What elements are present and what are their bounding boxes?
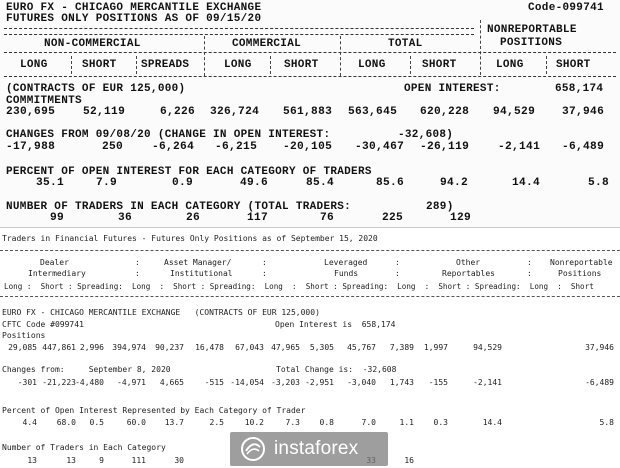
percent-cell: 10.2 xyxy=(244,418,264,427)
group-total: TOTAL xyxy=(388,38,423,50)
change-value: -6,489 xyxy=(562,141,605,153)
positions-cell: 67,043 xyxy=(235,343,264,352)
percent-cell: 2.5 xyxy=(209,418,224,427)
tff-total-change: Total Change is: -32,608 xyxy=(276,365,397,374)
tff-exchange: EURO FX - CHICAGO MERCANTILE EXCHANGE (CONTRACTS OF EUR 125,000) xyxy=(2,308,320,317)
open-interest-value: 658,174 xyxy=(555,83,604,95)
group-nonreportable: NONREPORTABLE xyxy=(487,24,577,36)
commitment-value: 6,226 xyxy=(160,106,196,118)
tff-open-interest: Open Interest is 658,174 xyxy=(275,320,396,329)
tff-title: Traders in Financial Futures - Futures Only Positions as of September 15, 2020 xyxy=(2,234,378,243)
change-value: -17,988 xyxy=(6,141,56,153)
divider xyxy=(0,250,620,251)
column-separator xyxy=(410,56,411,74)
group-commercial: COMMERCIAL xyxy=(232,38,302,50)
group-positions: POSITIONS xyxy=(500,37,563,49)
cat-asset: Institutional xyxy=(170,269,233,278)
commitment-value: 230,695 xyxy=(6,106,56,118)
changes-open-interest: -32,608) xyxy=(398,129,454,141)
traders-value: 129 xyxy=(450,212,472,224)
instaforex-watermark xyxy=(230,432,388,466)
percent-cell: 68.0 xyxy=(56,418,76,427)
changes-cell: -21,223 xyxy=(42,378,76,387)
divider xyxy=(4,28,474,29)
col-header: LONG xyxy=(358,59,386,71)
positions-cell: 47,965 xyxy=(271,343,300,352)
cat-leveraged: Leveraged xyxy=(324,258,368,267)
percent-cell: 7.0 xyxy=(361,418,376,427)
column-separator xyxy=(480,20,481,75)
divider xyxy=(4,34,474,35)
commitment-value: 563,645 xyxy=(348,106,398,118)
cat-nonrep: Positions xyxy=(558,269,602,278)
cat-dealer: Intermediary xyxy=(28,269,86,278)
percent-value: 94.2 xyxy=(440,177,469,189)
tff-percent-label: Percent of Open Interest Represented by Each Category of Trader xyxy=(2,406,306,415)
traders-value: 26 xyxy=(186,212,201,224)
positions-cell: 90,237 xyxy=(155,343,184,352)
changes-cell: -4,971 xyxy=(117,378,146,387)
tff-subheader: Long : Short : Spreading: Long : Short : Spreading: Long : Short : Spreading: Long : Short : Spreading: Long : Short xyxy=(4,282,594,291)
column-separator xyxy=(136,56,137,74)
percent-value: 49.6 xyxy=(240,177,269,189)
col-header: LONG xyxy=(224,59,252,71)
commitment-value: 620,228 xyxy=(420,106,470,118)
column-separator xyxy=(204,36,205,76)
positions-cell: 1,997 xyxy=(423,343,448,352)
positions-cell: 5,305 xyxy=(309,343,334,352)
positions-cell: 16,478 xyxy=(195,343,224,352)
positions-cell: 45,767 xyxy=(347,343,376,352)
change-value: -30,467 xyxy=(355,141,405,153)
percent-cell: 5.8 xyxy=(599,418,614,427)
report-title: EURO FX - CHICAGO MERCANTILE EXCHANGE xyxy=(6,2,262,14)
traders-value: 99 xyxy=(50,212,65,224)
changes-cell: 4,665 xyxy=(159,378,184,387)
commitment-value: 94,529 xyxy=(493,106,536,118)
positions-cell: 2,996 xyxy=(79,343,104,352)
divider xyxy=(4,76,616,77)
cat-leveraged: Funds xyxy=(334,269,359,278)
traders-cell: 13 xyxy=(66,456,76,465)
divider xyxy=(4,52,616,53)
divider xyxy=(0,296,620,297)
percent-value: 7.9 xyxy=(96,177,118,189)
traders-cell: 9 xyxy=(99,456,104,465)
report-code: Code-099741 xyxy=(528,2,604,14)
change-value: -6,215 xyxy=(215,141,258,153)
panel-separator xyxy=(0,227,620,228)
instaforex-logo-icon xyxy=(240,436,266,462)
col-header: SHORT xyxy=(284,59,319,71)
changes-cell: -3,203 xyxy=(271,378,300,387)
positions-cell: 7,389 xyxy=(389,343,414,352)
contracts-note: (CONTRACTS OF EUR 125,000) xyxy=(6,83,186,95)
tff-changes-from: Changes from: September 8, 2020 xyxy=(2,365,171,374)
tff-cftc-code: CFTC Code #099741 xyxy=(2,320,84,329)
changes-cell: -14,054 xyxy=(230,378,264,387)
changes-cell: -2,141 xyxy=(473,378,502,387)
commitment-value: 52,119 xyxy=(83,106,126,118)
group-noncommercial: NON-COMMERCIAL xyxy=(44,38,141,50)
positions-cell: 37,946 xyxy=(585,343,614,352)
percent-value: 0.9 xyxy=(172,177,194,189)
cat-other: Reportables xyxy=(442,269,495,278)
positions-cell: 394,974 xyxy=(112,343,146,352)
column-separator xyxy=(546,56,547,74)
percent-cell: 0.3 xyxy=(433,418,448,427)
traders-cell: 13 xyxy=(27,456,37,465)
changes-cell: -2,951 xyxy=(305,378,334,387)
percent-cell: 13.7 xyxy=(164,418,184,427)
col-header: SHORT xyxy=(556,59,591,71)
changes-cell: -301 xyxy=(17,378,37,387)
percent-cell: 60.0 xyxy=(126,418,146,427)
percent-cell: 4.4 xyxy=(22,418,37,427)
open-interest-label: OPEN INTEREST: xyxy=(404,83,501,95)
column-separator xyxy=(270,56,271,74)
change-value: -26,119 xyxy=(420,141,470,153)
positions-cell: 29,085 xyxy=(8,343,37,352)
commitment-value: 326,724 xyxy=(210,106,260,118)
changes-cell: -515 xyxy=(204,378,224,387)
cat-other: Other xyxy=(456,258,481,267)
positions-cell: 94,529 xyxy=(473,343,502,352)
changes-label: CHANGES FROM 09/08/20 (CHANGE IN OPEN INTEREST: xyxy=(6,129,331,141)
col-header: SPREADS xyxy=(141,59,190,71)
percent-cell: 0.8 xyxy=(319,418,334,427)
percent-cell: 7.3 xyxy=(285,418,300,427)
percent-value: 35.1 xyxy=(36,177,65,189)
tff-positions-label: Positions xyxy=(2,331,46,340)
commitments-label: COMMITMENTS xyxy=(6,95,82,107)
percent-value: 85.6 xyxy=(376,177,405,189)
changes-cell: -4,480 xyxy=(75,378,104,387)
changes-cell: -3,040 xyxy=(347,378,376,387)
percent-cell: 1.1 xyxy=(399,418,414,427)
percent-value: 85.4 xyxy=(306,177,335,189)
percent-value: 5.8 xyxy=(588,177,610,189)
traders-cell: 30 xyxy=(174,456,184,465)
commitment-value: 37,946 xyxy=(562,106,605,118)
percent-cell: 0.5 xyxy=(89,418,104,427)
column-separator xyxy=(71,56,72,74)
traders-value: 76 xyxy=(320,212,335,224)
col-header: LONG xyxy=(496,59,524,71)
watermark-text: instaforex xyxy=(274,438,359,459)
traders-cell: 111 xyxy=(131,456,146,465)
change-value: -20,105 xyxy=(283,141,333,153)
cat-dealer: Dealer xyxy=(40,258,69,267)
traders-value: 36 xyxy=(118,212,133,224)
col-header: SHORT xyxy=(82,59,117,71)
cat-asset: Asset Manager/ xyxy=(164,258,232,267)
commitment-value: 561,883 xyxy=(283,106,333,118)
traders-value: 117 xyxy=(247,212,269,224)
change-value: -2,141 xyxy=(498,141,541,153)
positions-cell: 447,861 xyxy=(42,343,76,352)
traders-total: 289) xyxy=(426,201,454,213)
changes-cell: -155 xyxy=(428,378,448,387)
percent-cell: 14.4 xyxy=(482,418,502,427)
cat-nonrep: Nonreportable xyxy=(550,258,613,267)
col-header: SHORT xyxy=(422,59,457,71)
changes-cell: -6,489 xyxy=(585,378,614,387)
traders-cell: 16 xyxy=(404,456,414,465)
change-value: -6,264 xyxy=(152,141,195,153)
percent-value: 14.4 xyxy=(512,177,541,189)
column-separator xyxy=(340,36,341,76)
tff-traders-label: Number of Traders in Each Category xyxy=(2,443,166,452)
traders-value: 225 xyxy=(382,212,404,224)
col-header: LONG xyxy=(20,59,48,71)
change-value: 250 xyxy=(102,141,124,153)
traders-label: NUMBER OF TRADERS IN EACH CATEGORY (TOTAL TRADERS: xyxy=(6,201,352,213)
changes-cell: 1,743 xyxy=(389,378,414,387)
report-subtitle: FUTURES ONLY POSITIONS AS OF 09/15/20 xyxy=(6,13,262,25)
percent-label: PERCENT OF OPEN INTEREST FOR EACH CATEGORY OF TRADERS xyxy=(6,166,372,178)
